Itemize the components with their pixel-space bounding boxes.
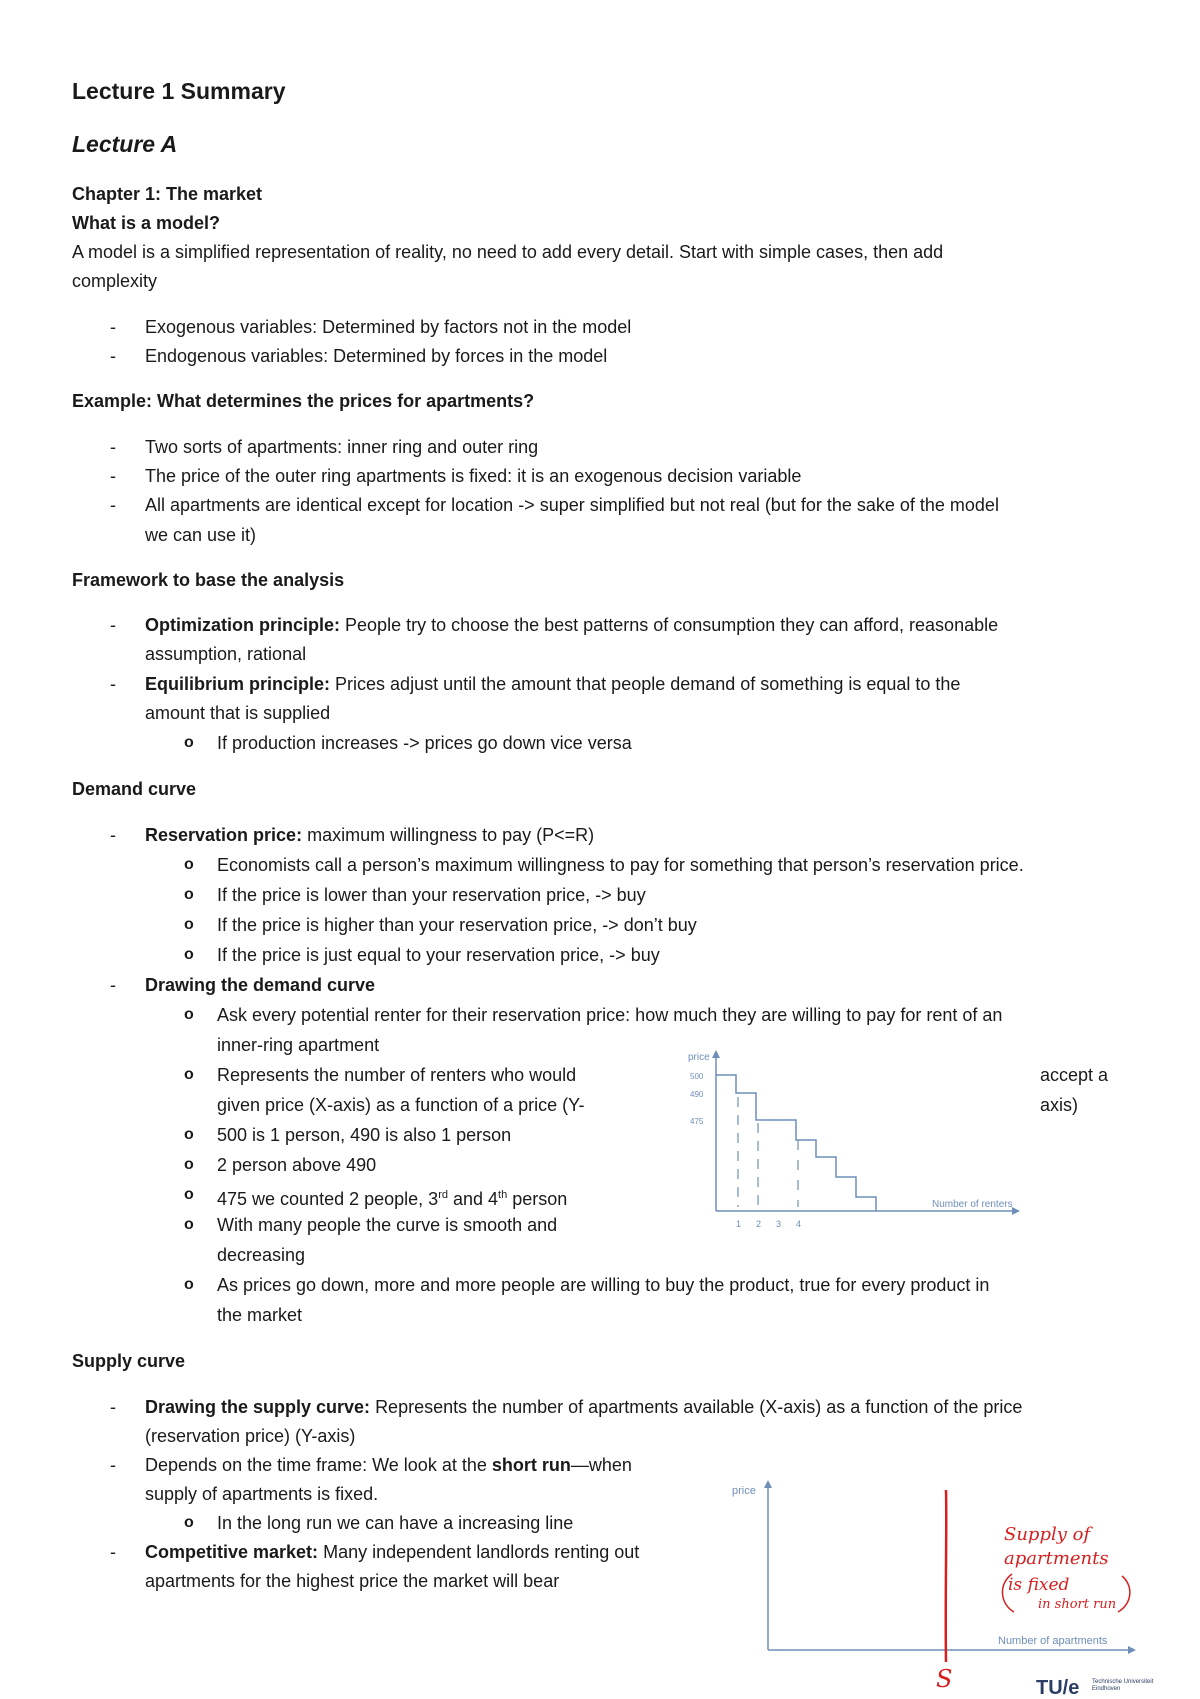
y-tick-500: 500 bbox=[690, 1072, 704, 1081]
list-item: The price of the outer ring apartments is fixed: it is an exogenous decision variable bbox=[145, 466, 802, 486]
sub-item: Economists call a person’s maximum willingness to pay for something that person’s reservation price. bbox=[217, 855, 1024, 875]
demand-heading: Demand curve bbox=[72, 779, 197, 799]
equilibrium-item bbox=[145, 673, 960, 695]
y-axis-label: price bbox=[732, 1485, 756, 1497]
sub-item-cont: given price (X-axis) as a function of a price (Y- bbox=[217, 1095, 585, 1115]
sub-item: 500 is 1 person, 490 is also 1 person bbox=[217, 1125, 512, 1145]
sub-item: With many people the curve is smooth and bbox=[217, 1215, 558, 1235]
sub-item: If the price is just equal to your reservation price, -> buy bbox=[217, 945, 660, 965]
sub-bullet: o bbox=[184, 1066, 194, 1083]
bullet-dash: - bbox=[110, 317, 116, 337]
y-axis-label: price bbox=[688, 1052, 710, 1063]
sub-item-cont: inner-ring apartment bbox=[217, 1035, 380, 1055]
sub-bullet: o bbox=[184, 946, 194, 963]
tue-logo-line1: Technische Universiteit bbox=[1092, 1679, 1154, 1685]
sub-item: 2 person above 490 bbox=[217, 1155, 377, 1175]
chapter-heading: Chapter 1: The market bbox=[72, 184, 263, 204]
competitive-item bbox=[145, 1541, 639, 1563]
x-tick-2: 2 bbox=[756, 1219, 762, 1229]
model-text-cont: complexity bbox=[72, 271, 158, 291]
reservation-label: Reservation price: bbox=[145, 825, 303, 845]
bullet-dash: - bbox=[110, 466, 116, 486]
lecture-heading: Lecture A bbox=[72, 131, 178, 157]
drawing-supply-text: Represents the number of apartments available (X-axis) as a function of the price bbox=[375, 1397, 1023, 1417]
supply-curve-label: S bbox=[936, 1665, 953, 1693]
y-tick-475: 475 bbox=[690, 1117, 704, 1126]
x-axis-arrow bbox=[1012, 1207, 1020, 1215]
sub-item: Represents the number of renters who would bbox=[217, 1065, 577, 1085]
optimization-item bbox=[145, 614, 998, 636]
x-tick-4: 4 bbox=[796, 1219, 802, 1229]
handwritten-note-4: in short run bbox=[1038, 1597, 1117, 1612]
list-item-cont: we can use it) bbox=[145, 525, 257, 545]
bullet-dash: - bbox=[110, 1397, 116, 1417]
drawing-supply-label: Drawing the supply curve: bbox=[145, 1397, 371, 1417]
sub-bullet: o bbox=[184, 916, 194, 933]
x-axis-label: Number of renters bbox=[932, 1199, 1013, 1210]
y-tick-490: 490 bbox=[690, 1090, 704, 1099]
bullet-dash: - bbox=[110, 674, 116, 694]
text-part: —when bbox=[570, 1455, 632, 1475]
text-part: 475 we counted 2 people, 3 bbox=[217, 1189, 439, 1209]
supply-chart bbox=[720, 1472, 1140, 1698]
framework-heading: Framework to base the analysis bbox=[72, 570, 345, 590]
sub-item-cont: the market bbox=[217, 1305, 303, 1325]
sub-item: If the price is higher than your reservation price, -> don’t buy bbox=[217, 915, 697, 935]
tue-logo-line2: Eindhoven bbox=[1092, 1686, 1121, 1692]
text-part: Depends on the time frame: We look at the bbox=[145, 1455, 492, 1475]
reservation-item bbox=[145, 824, 594, 846]
sub-item: If production increases -> prices go down vice versa bbox=[217, 733, 632, 753]
sub-bullet: o bbox=[184, 1216, 194, 1233]
sub-item bbox=[217, 1184, 567, 1210]
sub-item: If the price is lower than your reservation price, -> buy bbox=[217, 885, 646, 905]
sub-item: As prices go down, more and more people are willing to buy the product, true for every product in bbox=[217, 1275, 990, 1295]
sub-bullet: o bbox=[184, 1006, 194, 1023]
y-axis-arrow bbox=[712, 1050, 720, 1058]
reservation-text: maximum willingness to pay (P<=R) bbox=[307, 825, 595, 845]
handwritten-note-3: is fixed bbox=[1008, 1575, 1070, 1595]
demand-chart bbox=[670, 1045, 1030, 1235]
competitive-text: Many independent landlords renting out bbox=[323, 1542, 640, 1562]
handwritten-note-1: Supply of bbox=[1004, 1524, 1091, 1545]
competitive-label: Competitive market: bbox=[145, 1542, 319, 1562]
drawing-supply-item bbox=[145, 1396, 1022, 1418]
sub-bullet: o bbox=[184, 1514, 194, 1531]
equilibrium-text: Prices adjust until the amount that people demand of something is equal to the bbox=[335, 674, 961, 694]
sub-bullet: o bbox=[184, 1186, 194, 1203]
equilibrium-cont: amount that is supplied bbox=[145, 703, 331, 723]
timeframe-item bbox=[145, 1454, 632, 1476]
text-part: person bbox=[507, 1189, 568, 1209]
example-heading: Example: What determines the prices for apartments? bbox=[72, 391, 535, 411]
handwritten-note-2: apartments bbox=[1004, 1548, 1109, 1569]
timeframe-cont: supply of apartments is fixed. bbox=[145, 1484, 379, 1504]
sub-bullet: o bbox=[184, 1126, 194, 1143]
model-text: A model is a simplified representation of reality, no need to add every detail. Start with simple cases, then add bbox=[72, 242, 944, 262]
demand-step-curve bbox=[716, 1075, 876, 1211]
bullet-dash: - bbox=[110, 495, 116, 515]
bullet-dash: - bbox=[110, 975, 116, 995]
text-part: and 4 bbox=[447, 1189, 499, 1209]
sub-bullet: o bbox=[184, 886, 194, 903]
supply-heading: Supply curve bbox=[72, 1351, 186, 1371]
page-title: Lecture 1 Summary bbox=[72, 78, 286, 104]
sub-item-right: accept a bbox=[1040, 1065, 1109, 1085]
x-tick-3: 3 bbox=[776, 1219, 782, 1229]
superscript: th bbox=[498, 1189, 508, 1201]
model-heading: What is a model? bbox=[72, 213, 221, 233]
superscript: rd bbox=[438, 1189, 448, 1201]
bullet-dash: - bbox=[110, 346, 116, 366]
handwritten-paren-right bbox=[1118, 1576, 1130, 1612]
sub-item-cont: decreasing bbox=[217, 1245, 306, 1265]
bullet-dash: - bbox=[110, 1542, 116, 1562]
sub-bullet: o bbox=[184, 1156, 194, 1173]
sub-item-cont-right: axis) bbox=[1040, 1095, 1079, 1115]
short-run-term: short run bbox=[491, 1455, 571, 1475]
list-item: Endogenous variables: Determined by forces in the model bbox=[145, 346, 608, 366]
x-tick-1: 1 bbox=[736, 1219, 742, 1229]
bullet-dash: - bbox=[110, 825, 116, 845]
list-item: Exogenous variables: Determined by factors not in the model bbox=[145, 317, 632, 337]
supply-line bbox=[946, 1490, 947, 1662]
sub-item: Ask every potential renter for their reservation price: how much they are willing to pay for rent of an bbox=[217, 1005, 1003, 1025]
optimization-cont: assumption, rational bbox=[145, 644, 307, 664]
list-item: Two sorts of apartments: inner ring and outer ring bbox=[145, 437, 539, 457]
optimization-label: Optimization principle: bbox=[145, 615, 341, 635]
sub-bullet: o bbox=[184, 734, 194, 751]
bullet-dash: - bbox=[110, 615, 116, 635]
competitive-cont: apartments for the highest price the market will bear bbox=[145, 1571, 560, 1591]
y-axis-arrow bbox=[764, 1480, 772, 1488]
bullet-dash: - bbox=[110, 437, 116, 457]
bullet-dash: - bbox=[110, 1455, 116, 1475]
sub-bullet: o bbox=[184, 856, 194, 873]
optimization-text: People try to choose the best patterns of consumption they can afford, reasonable bbox=[345, 615, 999, 635]
equilibrium-label: Equilibrium principle: bbox=[145, 674, 331, 694]
drawing-supply-cont: (reservation price) (Y-axis) bbox=[145, 1426, 356, 1446]
sub-item: In the long run we can have a increasing line bbox=[217, 1513, 574, 1533]
x-axis-label: Number of apartments bbox=[998, 1635, 1108, 1647]
list-item: All apartments are identical except for location -> super simplified but not real (but for the sake of the model bbox=[145, 495, 999, 515]
x-axis-arrow bbox=[1128, 1646, 1136, 1654]
sub-bullet: o bbox=[184, 1276, 194, 1293]
drawing-demand-label: Drawing the demand curve bbox=[145, 975, 376, 995]
tue-logo: TU/e bbox=[1036, 1677, 1080, 1699]
